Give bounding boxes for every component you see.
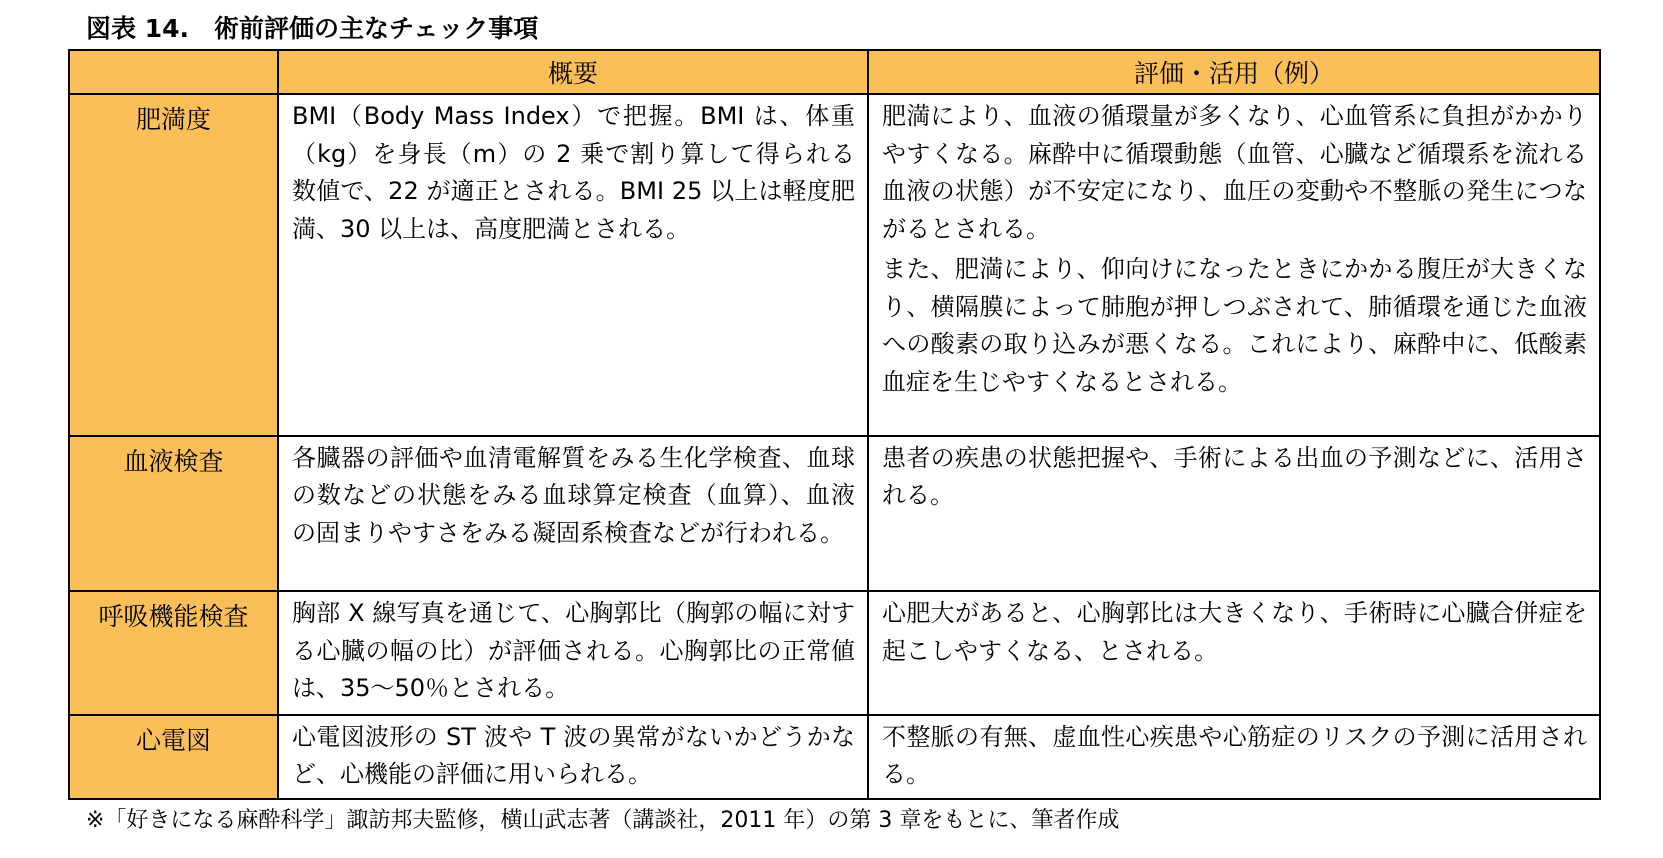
row-label: 血液検査 bbox=[69, 436, 278, 592]
table-row-ecg bbox=[69, 715, 1600, 799]
evaluation-text: 不整脈の有無、虚血性心疾患や心筋症のリスクの予測に活用される。 bbox=[882, 722, 1587, 789]
header-summary: 概要 bbox=[278, 50, 868, 94]
evaluation-text: 患者の疾患の状態把握や、手術による出血の予測などに、活用される。 bbox=[882, 443, 1587, 510]
summary-text: 心電図波形の ST 波や T 波の異常がないかどうかなど、心機能の評価に用いられる。 bbox=[292, 722, 855, 789]
row-label: 肥満度 bbox=[69, 94, 278, 436]
evaluation-text: 心肥大があると、心胸郭比は大きくなり、手術時に心臓合併症を起こしやすくなる、とされる。 bbox=[882, 599, 1587, 665]
summary-cell bbox=[278, 436, 868, 592]
evaluation-text: また、肥満により、仰向けになったときにかかる腹圧が大きくなり、横隔膜によって肺胞が押しつぶされて、肺循環を通じた血液への酸素の取り込みが悪くなる。これにより、麻酔中に、低酸素血症を生じやすくなるとされる。 bbox=[882, 255, 1587, 396]
evaluation-text: 肥満により、血液の循環量が多くなり、心血管系に負担がかかりやすくなる。麻酔中に循環動態（血管、心臓など循環系を流れる血液の状態）が不安定になり、血圧の変動や不整脈の発生につながるとされる。 bbox=[882, 102, 1587, 243]
evaluation-cell bbox=[868, 715, 1600, 799]
table-row-blood-test bbox=[69, 436, 1600, 592]
header-empty-cell bbox=[69, 50, 278, 94]
row-label: 呼吸機能検査 bbox=[69, 591, 278, 715]
table-row-obesity bbox=[69, 94, 1600, 436]
row-label: 心電図 bbox=[69, 715, 278, 799]
summary-text: 各臓器の評価や血清電解質をみる生化学検査、血球の数などの状態をみる血球算定検査（血算）、血液の固まりやすさをみる凝固系検査などが行われる。 bbox=[292, 443, 855, 547]
preop-check-table bbox=[68, 49, 1601, 800]
table-header-row bbox=[69, 50, 1600, 94]
table-row-respiratory bbox=[69, 591, 1600, 715]
source-footnote: ※「好きになる麻酔科学」諏訪邦夫監修，横山武志著（講談社，2011 年）の第 3 章をもとに、筆者作成 bbox=[86, 808, 1120, 833]
evaluation-cell bbox=[868, 591, 1600, 715]
evaluation-cell bbox=[868, 94, 1600, 436]
summary-text: BMI（Body Mass Index）で把握。BMI は、体重（kg）を身長（m）の 2 乗で割り算して得られる数値で、22 が適正とされる。BMI 25 以上は軽度肥満、30 以上は、高度肥満とされる。 bbox=[292, 102, 855, 243]
header-evaluation: 評価・活用（例） bbox=[868, 50, 1600, 94]
figure-title: 図表 14. 術前評価の主なチェック事項 bbox=[86, 14, 539, 43]
summary-text: 胸部 X 線写真を通じて、心胸郭比（胸郭の幅に対する心臓の幅の比）が評価される。心胸郭比の正常値は、35～50％とされる。 bbox=[292, 599, 855, 703]
summary-cell bbox=[278, 591, 868, 715]
summary-cell bbox=[278, 715, 868, 799]
summary-cell bbox=[278, 94, 868, 436]
evaluation-cell bbox=[868, 436, 1600, 592]
